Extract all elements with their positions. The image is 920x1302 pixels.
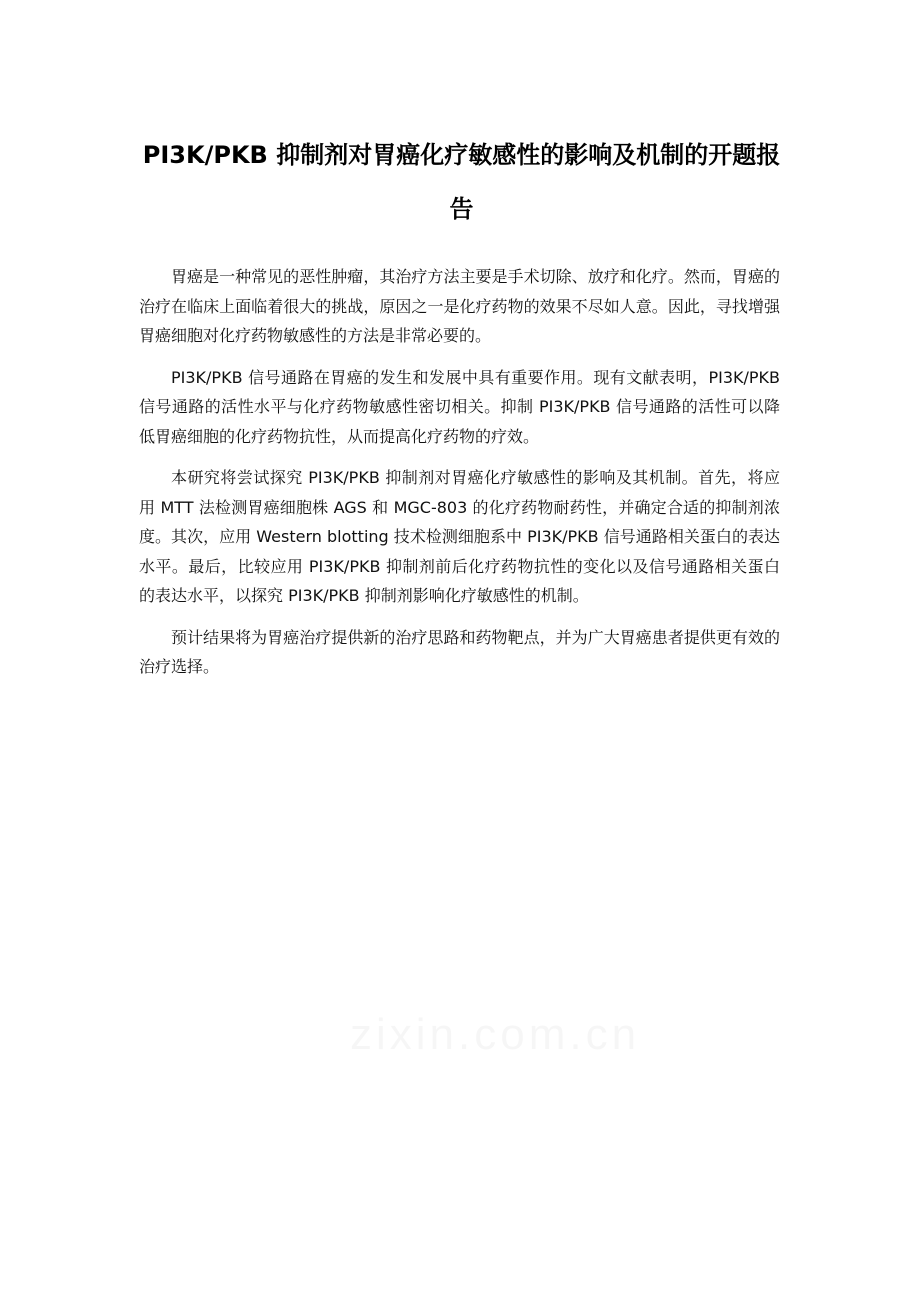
document-title: PI3K/PKB 抑制剂对胃癌化疗敏感性的影响及机制的开题报告 <box>142 141 781 223</box>
paragraph-1: 胃癌是一种常见的恶性肿瘤，其治疗方法主要是手术切除、放疗和化疗。然而，胃癌的治疗在临床上面临着很大的挑战，原因之一是化疗药物的效果不尽如人意。因此，寻找增强胃癌细胞对化疗药物敏感性的方法是非常必要的。 <box>139 267 780 345</box>
paragraph-3: 本研究将尝试探究 PI3K/PKB 抑制剂对胃癌化疗敏感性的影响及其机制。首先，将应用 MTT 法检测胃癌细胞株 AGS 和 MGC-803 的化疗药物耐药性，并确定合适的抑制剂浓度。其次，应用 Western blotting 技术检测细胞系中 PI3K/PKB 信号通路相关蛋白的表达水平。最后，比较应用 PI3K/PKB 抑制剂前后化疗药物抗性的变化以及信号通路相关蛋白的表达水平，以探究 PI3K/PKB 抑制剂影响化疗敏感性的机制。 <box>139 468 780 605</box>
watermark <box>350 1010 770 1060</box>
paragraph-2: PI3K/PKB 信号通路在胃癌的发生和发展中具有重要作用。现有文献表明，PI3K/PKB 信号通路的活性水平与化疗药物敏感性密切相关。抑制 PI3K/PKB 信号通路的活性可以降低胃癌细胞的化疗药物抗性，从而提高化疗药物的疗效。 <box>139 367 780 446</box>
paragraph-4: 预计结果将为胃癌治疗提供新的治疗思路和药物靶点，并为广大胃癌患者提供更有效的治疗选择。 <box>139 627 780 676</box>
document-body <box>139 262 780 694</box>
